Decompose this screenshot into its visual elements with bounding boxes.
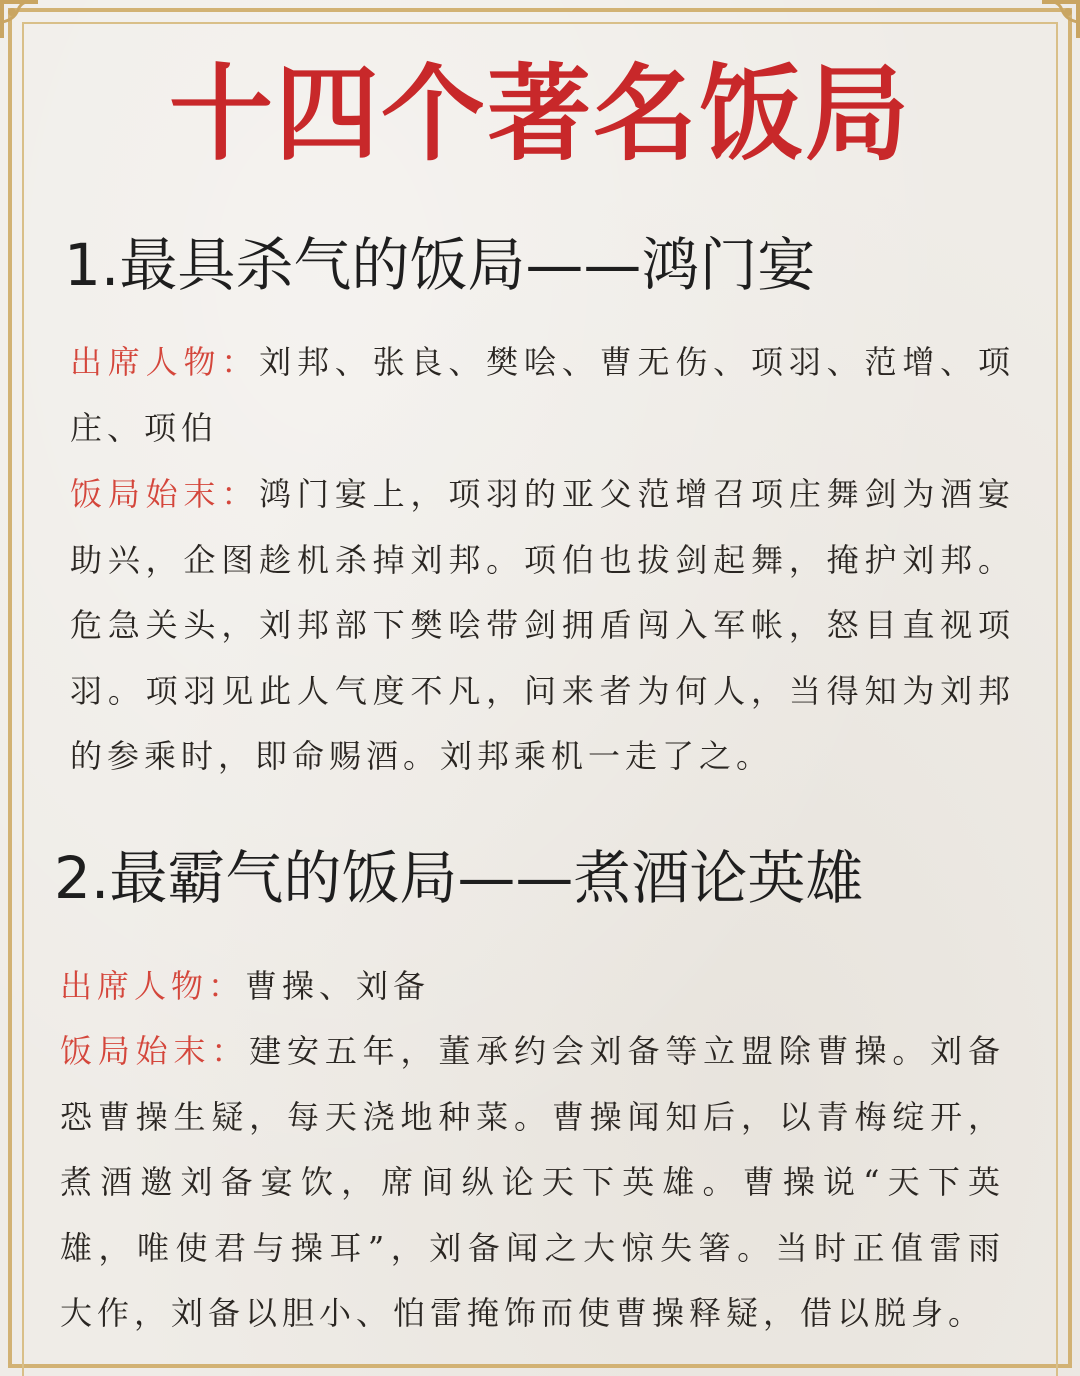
story-text: 鸿门宴上，项羽的亚父范增召项庄舞剑为酒宴助兴，企图趁机杀掉刘邦。项伯也拔剑起舞，掩护刘邦。危急关头，刘邦部下樊哙带剑拥盾闯入军帐，怒目直视项羽。项羽见此人气度不凡，问来者为何人，当得知为刘邦的参乘时，即命赐酒。刘邦乘机一走了之。 xyxy=(70,475,1015,775)
corner-ornament-icon xyxy=(1040,0,1080,40)
story-paragraph xyxy=(60,1019,1005,1347)
page-title: 十四个著名饭局 xyxy=(168,53,911,175)
story-paragraph xyxy=(70,462,1015,790)
attendees-label: 出席人物： xyxy=(70,343,260,381)
story-text: 建安五年，董承约会刘备等立盟除曹操。刘备恐曹操生疑，每天浇地种菜。曹操闻知后，以青梅绽开，煮酒邀刘备宴饮，席间纵论天下英雄。曹操说“天下英雄，唯使君与操耳”，刘备闻之大惊失箸。当时正值雷雨大作，刘备以胆小、怕雷掩饰而使曹操释疑，借以脱身。 xyxy=(60,1032,1005,1332)
attendees-text: 刘邦、张良、樊哙、曹无伤、项羽、范增、项庄、项伯 xyxy=(70,343,1015,447)
attendees-paragraph xyxy=(70,330,1015,461)
story-label: 饭局始末： xyxy=(60,1032,250,1070)
section-heading: 1.最具杀气的饭局——鸿门宴 xyxy=(64,231,816,299)
story-label: 饭局始末： xyxy=(70,475,260,513)
corner-ornament-icon xyxy=(0,0,40,40)
attendees-label: 出席人物： xyxy=(60,967,246,1005)
section-heading: 2.最霸气的饭局——煮酒论英雄 xyxy=(54,844,864,912)
attendees-paragraph xyxy=(60,954,1005,1020)
attendees-text: 曹操、刘备 xyxy=(245,967,431,1005)
